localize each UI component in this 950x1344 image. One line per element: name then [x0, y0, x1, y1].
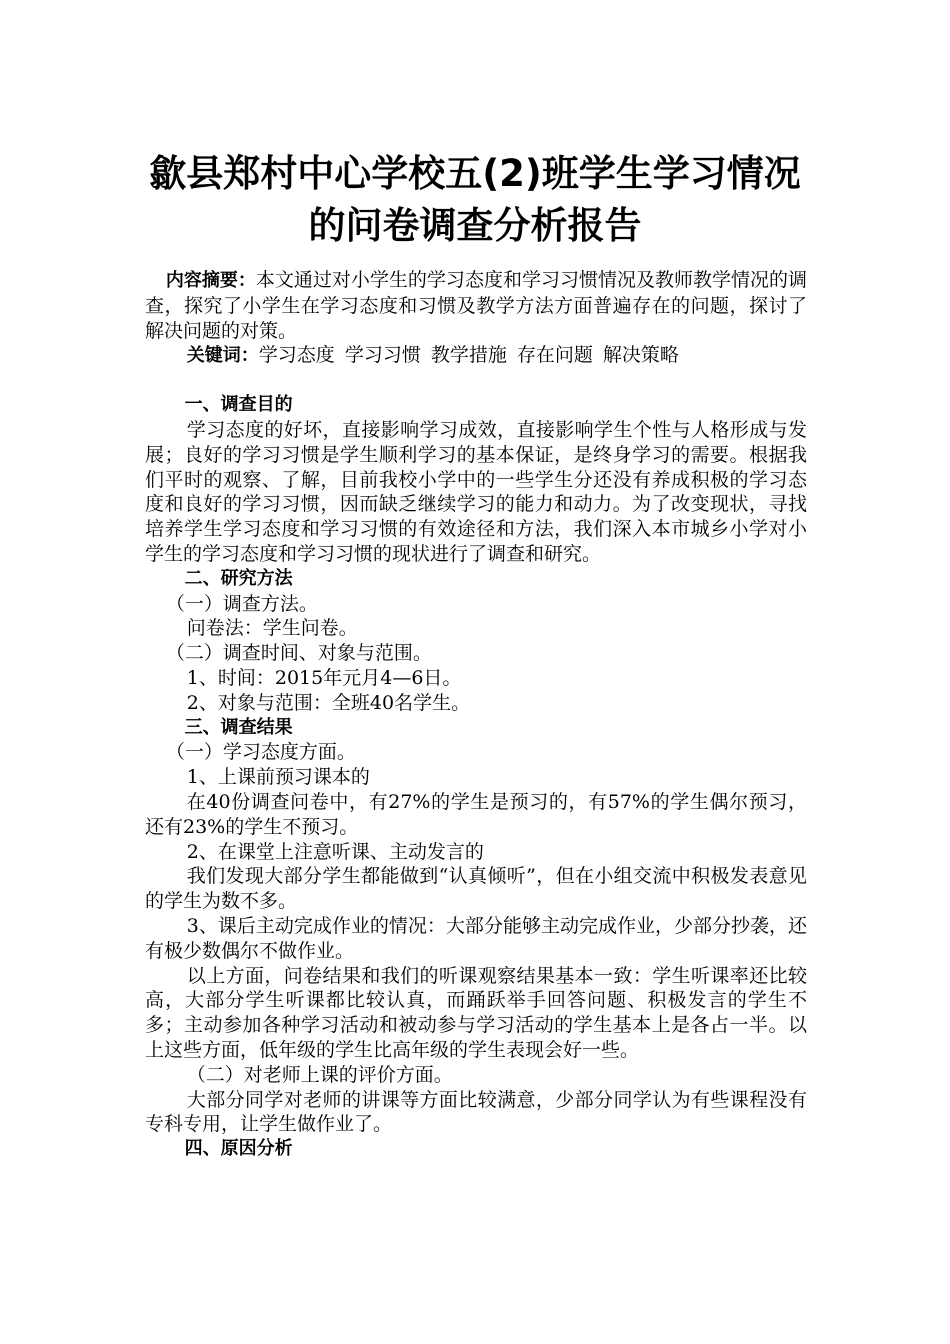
- results-subheading-1: （一）学习态度方面。: [165, 741, 356, 764]
- results-sub2-text: 大部分同学对老师的讲课等方面比较满意，少部分同学认为有些课程没有专科专用，让学生做作业了。: [145, 1088, 807, 1136]
- keywords-paragraph: [145, 343, 807, 369]
- abstract-paragraph: [145, 268, 807, 343]
- abstract-label: 内容摘要：: [165, 270, 256, 291]
- results-item-2-text: 我们发现大部分学生都能做到“认真倾听”，但在小组交流中积极发表意见的学生为数不多。: [145, 865, 807, 913]
- section-heading-results: 三、调查结果: [184, 716, 293, 738]
- keyword: 学习态度: [258, 344, 335, 367]
- keyword: 存在问题: [516, 344, 593, 367]
- method-subheading-1: （一）调查方法。: [165, 592, 318, 615]
- section-heading-method: 二、研究方法: [184, 567, 293, 589]
- results-subheading-2: （二）对老师上课的评价方面。: [186, 1063, 453, 1086]
- keyword: 学习习惯: [344, 344, 421, 367]
- abstract-text: 本文通过对小学生的学习态度和学习习惯情况及教师教学情况的调查，探究了小学生在学习态度和习惯及教学方法方面普遍存在的问题，探讨了解决问题的对策。: [145, 269, 807, 342]
- keywords-label: 关键词：: [186, 345, 259, 367]
- document-title: 歙县郑村中心学校五(2)班学生学习情况的问卷调查分析报告: [149, 152, 801, 247]
- keyword: 解决策略: [602, 344, 679, 367]
- document-body: [145, 268, 807, 1162]
- method-line-time: 1、时间：2015年元月4—6日。: [186, 666, 462, 689]
- results-summary: 以上方面，问卷结果和我们的听课观察结果基本一致：学生听课率还比较高，大部分学生听课都比较认真，而踊跃举手回答问题、积极发言的学生不多；主动参加各种学习活动和被动参与学习活动的学生基本上是各占一半。以上这些方面，低年级的学生比高年级的学生表现会好一些。: [145, 964, 807, 1061]
- results-item-1: 1、上课前预习课本的: [186, 766, 370, 789]
- purpose-paragraph: 学习态度的好坏，直接影响学习成效，直接影响学生个性与人格形成与发展；良好的学习习惯是学生顺利学习的基本保证，是终身学习的需要。根据我们平时的观察、了解，目前我校小学中的一些学生分还没有养成积极的学习态度和良好的学习习惯，因而缺乏继续学习的能力和动力。为了改变现状，寻找培养学生学习态度和学习习惯的有效途径和方法，我们深入本市城乡小学对小学生的学习态度和学习习惯的现状进行了调查和研究。: [145, 418, 807, 565]
- results-item-3-text: 3、课后主动完成作业的情况：大部分能够主动完成作业，少部分抄袭，还有极少数偶尔不做作业。: [145, 914, 807, 962]
- method-line-scope: 2、对象与范围：全班40名学生。: [186, 691, 471, 714]
- spacer: [145, 369, 807, 393]
- keyword: 教学措施: [430, 344, 507, 367]
- method-subheading-2: （二）调查时间、对象与范围。: [165, 642, 432, 665]
- method-line-questionnaire: 问卷法：学生问卷。: [186, 617, 358, 640]
- section-heading-analysis: 四、原因分析: [184, 1138, 293, 1160]
- results-item-1-text: 在40份调查问卷中，有27%的学生是预习的，有57%的学生偶尔预习，还有23%的学生不预习。: [145, 790, 807, 838]
- section-heading-purpose: 一、调查目的: [184, 394, 293, 416]
- results-item-2: 2、在课堂上注意听课、主动发言的: [186, 840, 484, 863]
